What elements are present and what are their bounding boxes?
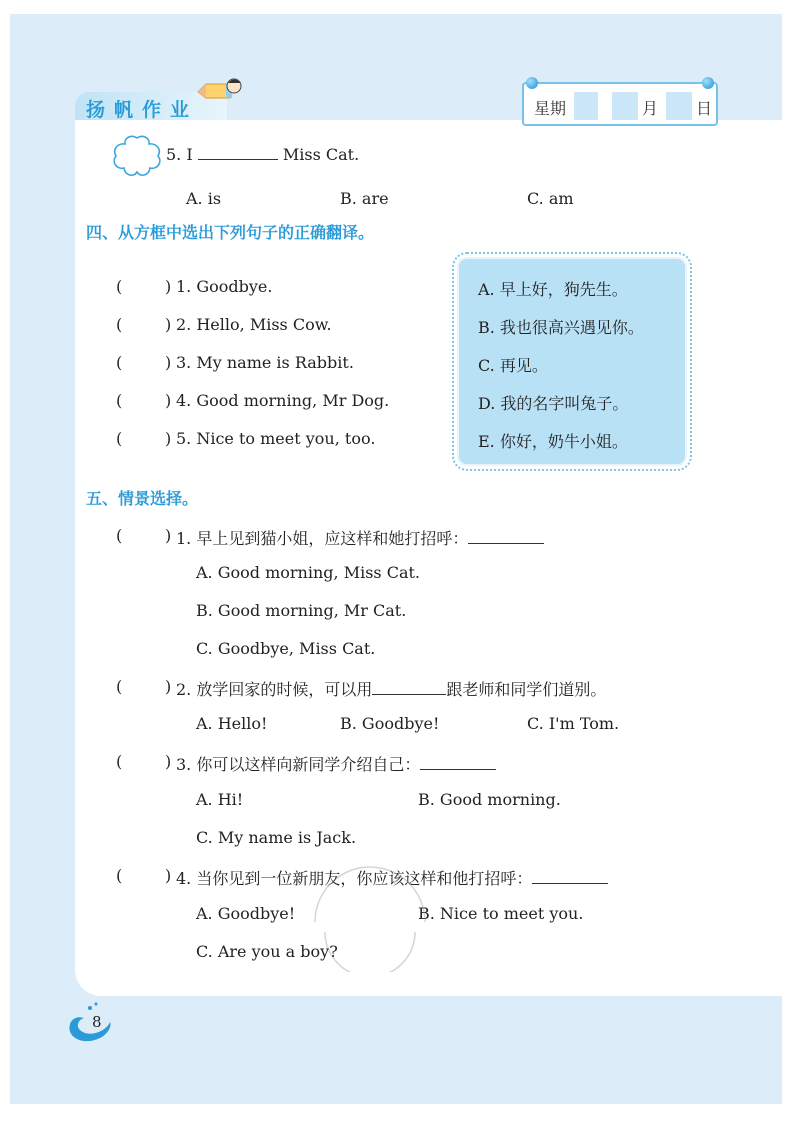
q5-option-a[interactable]: A. is (186, 189, 222, 208)
s4-item4-text: 4. Good morning, Mr Dog. (176, 391, 390, 410)
q5-option-b[interactable]: B. are (340, 189, 389, 208)
s4-item1-paren[interactable]: ( (116, 277, 123, 296)
date-day-label: 日 (696, 99, 713, 118)
flower-icon (110, 134, 164, 178)
page-number: 8 (92, 1013, 102, 1031)
s4-item5-paren[interactable]: ( (116, 429, 123, 448)
s4-item3-paren[interactable]: ( (116, 353, 123, 372)
s4-item5-text: 5. Nice to meet you, too. (176, 429, 376, 448)
translation-c: C. 再见。 (478, 356, 548, 375)
s5-q2-option-a[interactable]: A. Hello! (196, 714, 268, 733)
s5-q4-blank[interactable] (532, 870, 608, 884)
s5-q3-close: ) (165, 752, 172, 771)
s5-q2-close: ) (165, 677, 172, 696)
s5-q4-option-a[interactable]: A. Goodbye! (196, 904, 296, 923)
translation-b: B. 我也很高兴遇见你。 (478, 318, 644, 337)
s5-q1-option-a[interactable]: A. Good morning, Miss Cat. (196, 563, 420, 582)
section4-title: 四、从方框中选出下列句子的正确翻译。 (86, 223, 375, 242)
s4-item1-text: 1. Goodbye. (176, 277, 273, 296)
s5-q1-paren[interactable]: ( (116, 526, 123, 545)
date-week-label: 星期 (534, 99, 567, 118)
date-week-field[interactable] (574, 92, 598, 120)
s5-q2-paren[interactable]: ( (116, 677, 123, 696)
s4-item1-close: ) (165, 277, 172, 296)
s5-q3-option-b[interactable]: B. Good morning. (418, 790, 561, 809)
s4-item3-close: ) (165, 353, 172, 372)
section5-title: 五、情景选择。 (86, 489, 199, 508)
s5-q4-option-c[interactable]: C. Are you a boy? (196, 942, 338, 961)
pin-icon (526, 77, 538, 89)
s5-q2-option-c[interactable]: C. I'm Tom. (527, 714, 620, 733)
date-month-label: 月 (642, 99, 659, 118)
q5-stem: 5. I Miss Cat. (166, 145, 360, 164)
s5-q2-stem: 2. 放学回家的时候，可以用 跟老师和同学们道别。 (176, 680, 607, 699)
watermark-stamp-icon (305, 862, 435, 972)
s5-q1-blank[interactable] (468, 530, 544, 544)
s4-item3-text: 3. My name is Rabbit. (176, 353, 354, 372)
s5-q4-close: ) (165, 866, 172, 885)
s4-item2-text: 2. Hello, Miss Cow. (176, 315, 332, 334)
s4-item4-paren[interactable]: ( (116, 391, 123, 410)
s4-item4-close: ) (165, 391, 172, 410)
s5-q3-option-a[interactable]: A. Hi! (196, 790, 244, 809)
s5-q1-stem: 1. 早上见到猫小姐，应这样和她打招呼： (176, 526, 544, 549)
s5-q3-stem: 3. 你可以这样向新同学介绍自己： (176, 752, 496, 775)
date-day-field[interactable] (666, 92, 692, 120)
q5-blank[interactable] (198, 146, 278, 160)
s4-item2-close: ) (165, 315, 172, 334)
s5-q2-blank[interactable] (372, 681, 446, 695)
q5-option-c[interactable]: C. am (527, 189, 574, 208)
s5-q1-close: ) (165, 526, 172, 545)
s5-q1-option-b[interactable]: B. Good morning, Mr Cat. (196, 601, 407, 620)
s5-q3-paren[interactable]: ( (116, 752, 123, 771)
s5-q4-stem: 4. 当你见到一位新朋友，你应该这样和他打招呼： (176, 866, 608, 889)
translation-e: E. 你好，奶牛小姐。 (478, 432, 628, 451)
s5-q3-blank[interactable] (420, 756, 496, 770)
s5-q4-option-b[interactable]: B. Nice to meet you. (418, 904, 584, 923)
pin-icon (702, 77, 714, 89)
translation-a: A. 早上好，狗先生。 (478, 280, 628, 299)
s4-item2-paren[interactable]: ( (116, 315, 123, 334)
s4-item5-close: ) (165, 429, 172, 448)
banner-title: 扬帆作业 (86, 99, 199, 121)
s5-q2-option-b[interactable]: B. Goodbye! (340, 714, 440, 733)
date-month-field[interactable] (612, 92, 638, 120)
s5-q1-option-c[interactable]: C. Goodbye, Miss Cat. (196, 639, 376, 658)
translation-d: D. 我的名字叫兔子。 (478, 394, 629, 413)
s5-q3-option-c[interactable]: C. My name is Jack. (196, 828, 357, 847)
pencil-boy-icon (196, 76, 242, 106)
s5-q4-paren[interactable]: ( (116, 866, 123, 885)
